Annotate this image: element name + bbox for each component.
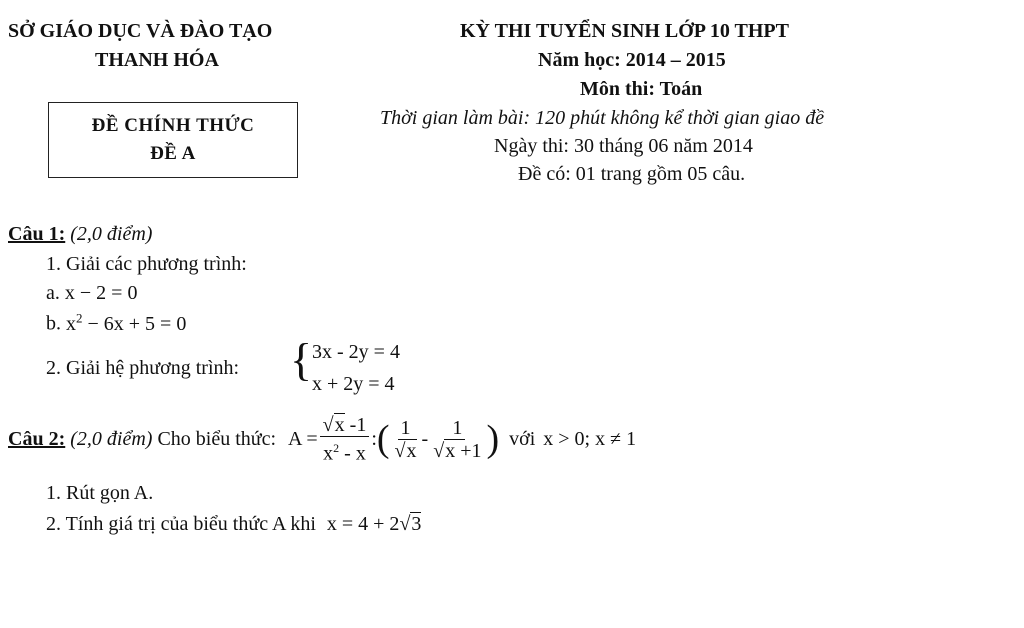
condition: x > 0; x ≠ 1	[543, 427, 637, 450]
q2-part1: 1. Rút gọn A.	[46, 482, 154, 504]
question2-heading	[8, 414, 636, 465]
system-eq2: x + 2y = 4	[312, 373, 395, 395]
system-eq1: 3x - 2y = 4	[312, 341, 400, 363]
page-count: Đề có: 01 trang gồm 05 câu.	[518, 163, 746, 185]
question1-label: Câu 1:	[8, 223, 66, 245]
paren-open: (	[376, 418, 390, 461]
divide-colon: :	[371, 427, 377, 450]
q2-part2	[46, 513, 421, 536]
exam-variant: ĐỀ A	[150, 143, 196, 164]
fraction-3: $\frac{1}{√x +1}$	[433, 416, 482, 462]
q1-part1a	[46, 282, 137, 305]
fraction-1: $\frac{√x -1}{x^2 - x}$	[320, 414, 370, 465]
q1-part1: 1. Giải các phương trình:	[46, 253, 247, 275]
q1b-prefix: b.	[46, 312, 61, 335]
fraction-2: $\frac{1}{√x}$	[394, 416, 417, 462]
question2-intro: Cho biểu thức:	[157, 427, 277, 450]
time-limit: Thời gian làm bài: 120 phút không kể thời gian giao đề	[380, 107, 825, 129]
question2-label: Câu 2:	[8, 427, 66, 450]
question1-points: (2,0 điểm)	[70, 223, 153, 245]
question1-heading	[8, 223, 152, 246]
province-name: THANH HÓA	[95, 49, 219, 71]
paren-close: )	[486, 418, 500, 461]
q2-part2-expr: x = 4 + 2√3	[326, 513, 422, 535]
dept-name: SỞ GIÁO DỤC VÀ ĐÀO TẠO	[8, 20, 273, 42]
q1a-equation: x − 2 = 0	[64, 282, 138, 304]
expr-A: A =	[288, 427, 318, 450]
exam-title: KỲ THI TUYỂN SINH LỚP 10 THPT	[460, 20, 789, 42]
question2-points: (2,0 điểm)	[70, 427, 153, 450]
subject: Môn thi: Toán	[580, 78, 703, 100]
official-label: ĐỀ CHÍNH THỨC	[91, 115, 255, 136]
school-year: Năm học: 2014 – 2015	[538, 49, 726, 71]
q1b-equation: $x^2 - 6x + 5 = 0$	[66, 310, 187, 335]
q1a-prefix: a.	[46, 282, 60, 304]
official-exam-box	[48, 102, 298, 178]
minus-sign: -	[421, 427, 429, 450]
q1-part2: 2. Giải hệ phương trình:	[46, 357, 240, 379]
q2-part2-text: 2. Tính giá trị của biểu thức A khi	[46, 513, 316, 535]
q1-part1b	[46, 310, 186, 336]
condition-prefix: với	[509, 427, 536, 450]
system-brace: {	[290, 334, 313, 385]
exam-date: Ngày thi: 30 tháng 06 năm 2014	[494, 135, 753, 157]
